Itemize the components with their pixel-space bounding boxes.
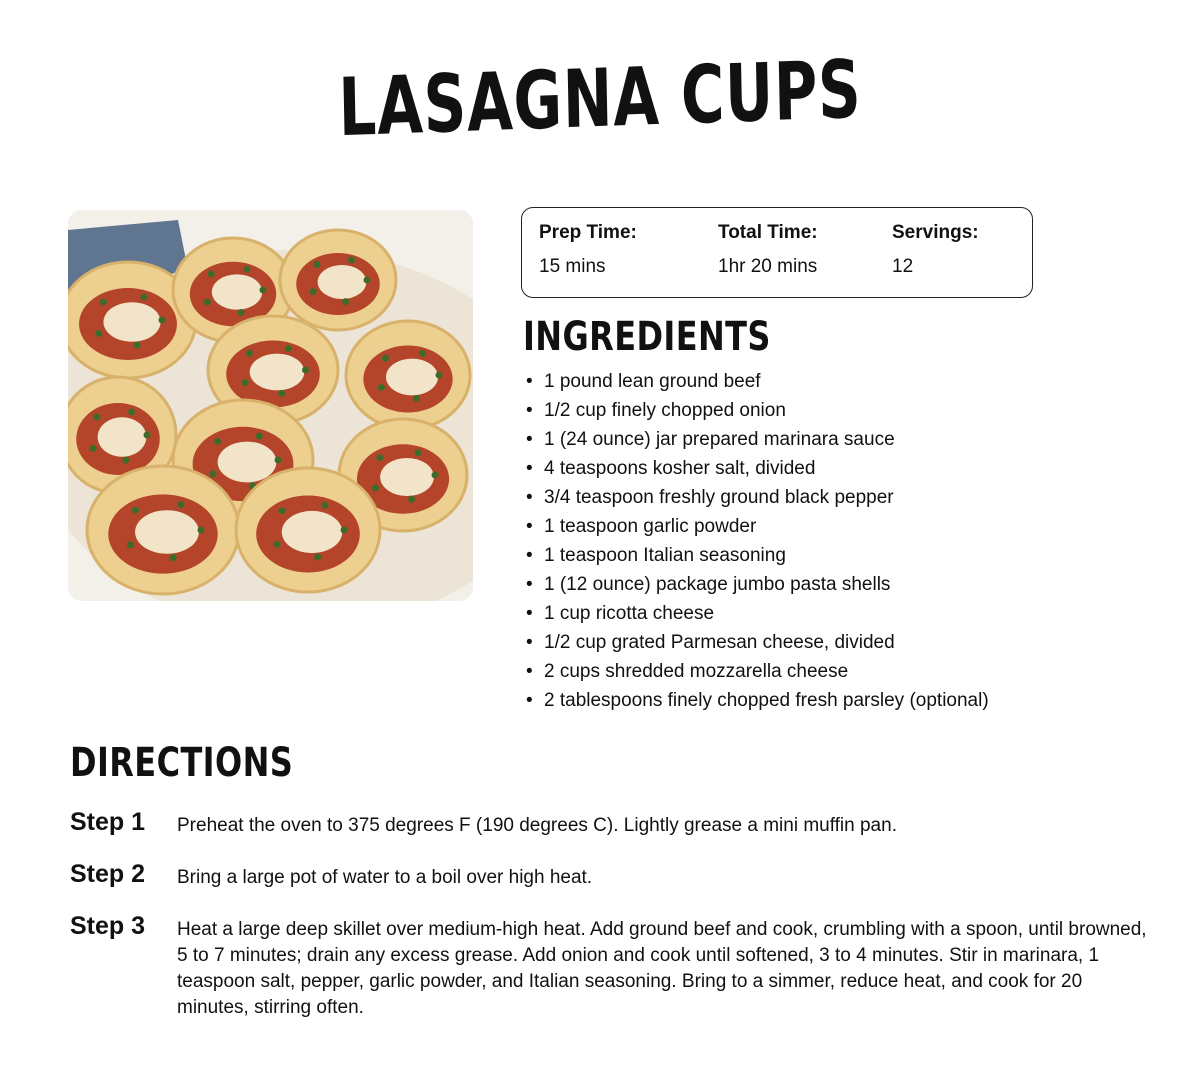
- ingredient-item: • 1 teaspoon Italian seasoning: [526, 541, 989, 570]
- prep-time-label: Prep Time:: [539, 222, 637, 243]
- servings-label: Servings:: [892, 222, 979, 243]
- ingredient-item: • 1 (24 ounce) jar prepared marinara sauce: [526, 425, 989, 454]
- ingredients-heading: INGREDIENTS: [523, 314, 771, 360]
- bullet-icon: •: [526, 458, 533, 479]
- bullet-icon: •: [526, 574, 533, 595]
- step-label: Step 1: [70, 808, 146, 836]
- bullet-icon: •: [526, 661, 533, 682]
- ingredient-item: • 1 pound lean ground beef: [526, 367, 989, 396]
- bullet-icon: •: [526, 632, 533, 653]
- ingredient-item: • 4 teaspoons kosher salt, divided: [526, 454, 989, 483]
- step-label: Step 3: [70, 912, 146, 940]
- lasagna-cups-image: [68, 210, 473, 601]
- directions-heading: DIRECTIONS: [70, 740, 294, 786]
- ingredient-item: • 1/2 cup finely chopped onion: [526, 396, 989, 425]
- ingredient-item: • 2 cups shredded mozzarella cheese: [526, 657, 989, 686]
- servings-value: 12: [892, 256, 914, 277]
- bullet-icon: •: [526, 400, 533, 421]
- prep-time-value: 15 mins: [539, 256, 606, 277]
- total-time-label: Total Time:: [718, 222, 818, 243]
- ingredient-item: • 1/2 cup grated Parmesan cheese, divided: [526, 628, 989, 657]
- bullet-icon: •: [526, 429, 533, 450]
- ingredient-item: • 1 cup ricotta cheese: [526, 599, 989, 628]
- total-time: [718, 222, 818, 278]
- step-text: Bring a large pot of water to a boil over high heat.: [177, 867, 593, 888]
- ingredient-item: • 1 teaspoon garlic powder: [526, 512, 989, 541]
- ingredient-item: • 1 (12 ounce) package jumbo pasta shells: [526, 570, 989, 599]
- ingredient-item: • 3/4 teaspoon freshly ground black pepper: [526, 483, 989, 512]
- total-time-value: 1hr 20 mins: [718, 256, 818, 277]
- step-text: Heat a large deep skillet over medium-high heat. Add ground beef and cook, crumbling with a spoon, until browned, 5 to 7 minutes; drain any excess grease. Add onion and cook until softened, 3 to 4 minutes. Stir in marinara, 1 teaspoon salt, pepper, garlic powder, and Italian seasoning. Bring to a simmer, reduce heat, and cook for 20 minutes, stirring often.: [177, 919, 1147, 1018]
- step-text: Preheat the oven to 375 degrees F (190 degrees C). Lightly grease a mini muffin pan.: [177, 815, 897, 836]
- ingredient-item: • 2 tablespoons finely chopped fresh parsley (optional): [526, 686, 989, 715]
- bullet-icon: •: [526, 603, 533, 624]
- servings: [892, 222, 979, 278]
- recipe-title: LASAGNA CUPS: [337, 42, 863, 155]
- bullet-icon: •: [526, 487, 533, 508]
- bullet-icon: •: [526, 516, 533, 537]
- recipe-photo: [68, 210, 473, 601]
- bullet-icon: •: [526, 371, 533, 392]
- ingredients-list: [526, 367, 989, 715]
- recipe-meta-box: [521, 207, 1033, 298]
- step-label: Step 2: [70, 860, 146, 888]
- bullet-icon: •: [526, 690, 533, 711]
- prep-time: [539, 222, 637, 278]
- bullet-icon: •: [526, 545, 533, 566]
